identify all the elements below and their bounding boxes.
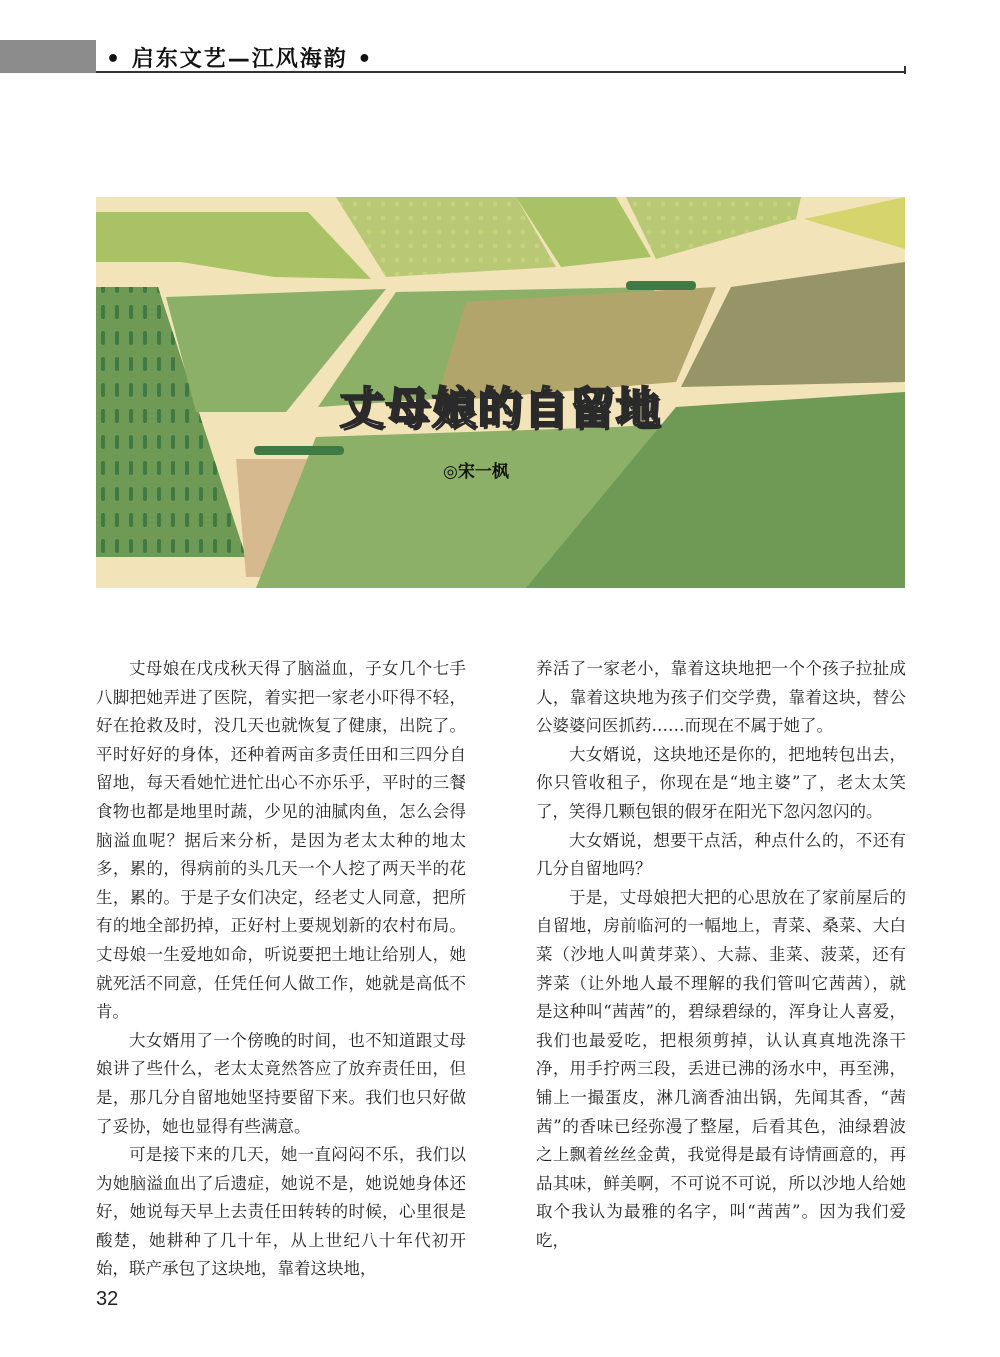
header-rule-tick	[904, 66, 906, 74]
text-column-left	[96, 655, 466, 1284]
title-banner-illustration	[96, 197, 905, 588]
paragraph: 丈母娘在戊戌秋天得了脑溢血，子女几个七手八脚把她弄进了医院，着实把一家老小吓得不轻，好在抢救及时，没几天也就恢复了健康，出院了。平时好好的身体，还种着两亩多责任田和三四分自留地，每天看她忙进忙出心不亦乐乎，平时的三餐食物也都是地里时蔬，少见的油腻肉鱼，怎么会得脑溢血呢？据后来分析，是因为老太太种的地太多，累的，得病前的头几天一个人挖了两天半的花生，累的。于是子女们决定，经老丈人同意，把所有的地全部扔掉，正好村上要规划新的农村布局。丈母娘一生爱地如命，听说要把土地让给别人，她就死活不同意，任凭任何人做工作，她就是高低不肯。	[96, 659, 466, 1022]
page-number: 32	[96, 1288, 119, 1310]
header-gray-block	[0, 40, 96, 73]
paragraph: 大女婿用了一个傍晚的时间，也不知道跟丈母娘讲了些什么，老太太竟然答应了放弃责任田，但是，那几分自留地她坚持要留下来。我们也只好做了妥协，她也显得有些满意。	[96, 1030, 466, 1136]
header-title: • 启东文艺—江风海韵 •	[106, 47, 374, 72]
tree-line	[254, 446, 344, 455]
paragraph: 于是，丈母娘把大把的心思放在了家前屋后的自留地，房前临河的一幅地上，青菜、桑菜、大白菜（沙地人叫黄芽菜）、大蒜、韭菜、菠菜，还有荠菜（让外地人最不理解的我们管叫它茜茜），就是这种叫“茜茜”的，碧绿碧绿的，浑身让人喜爱，我们也最爱吃，把根须剪掉，认认真真地洗涤干净，用手拧两三段，丢进已沸的汤水中，再至沸，铺上一撮蛋皮，淋几滴香油出锅，先闻其香，“茜茜”的香味已经弥漫了整屋，后看其色，油绿碧波之上飘着丝丝金黄，我觉得是最有诗情画意的，再品其味，鲜美啊，不可说不可说，所以沙地人给她取个我认为最雅的名字，叫“茜茜”。因为我们爱吃，	[536, 887, 906, 1250]
article-title: 丈母娘的自留地	[339, 383, 662, 434]
author-byline: ◎宋一枫	[443, 462, 509, 482]
paragraph: 大女婿说，这块地还是你的，把地转包出去，你只管收租子，你现在是“地主婆”了，老太太笑了，笑得几颗包银的假牙在阳光下忽闪忽闪的。	[536, 744, 906, 821]
text-column-right	[536, 655, 906, 1255]
paragraph-continued: 养活了一家老小，靠着这块地把一个个孩子拉扯成人，靠着这块地为孩子们交学费，靠着这块，替公公婆婆问医抓药……而现在不属于她了。	[536, 659, 906, 736]
tree-line-2	[626, 281, 696, 290]
paragraph: 可是接下来的几天，她一直闷闷不乐，我们以为她脑溢血出了后遗症，她说不是，她说她身体还好，她说每天早上去责任田转转的时候，心里很是酸楚，她耕种了几十年，从上世纪八十年代初开始，联产承包了这块地，靠着这块地，	[96, 1145, 466, 1279]
running-header	[0, 40, 910, 73]
paragraph: 大女婿说，想要干点活，种点什么的，不还有几分自留地吗？	[536, 830, 906, 879]
